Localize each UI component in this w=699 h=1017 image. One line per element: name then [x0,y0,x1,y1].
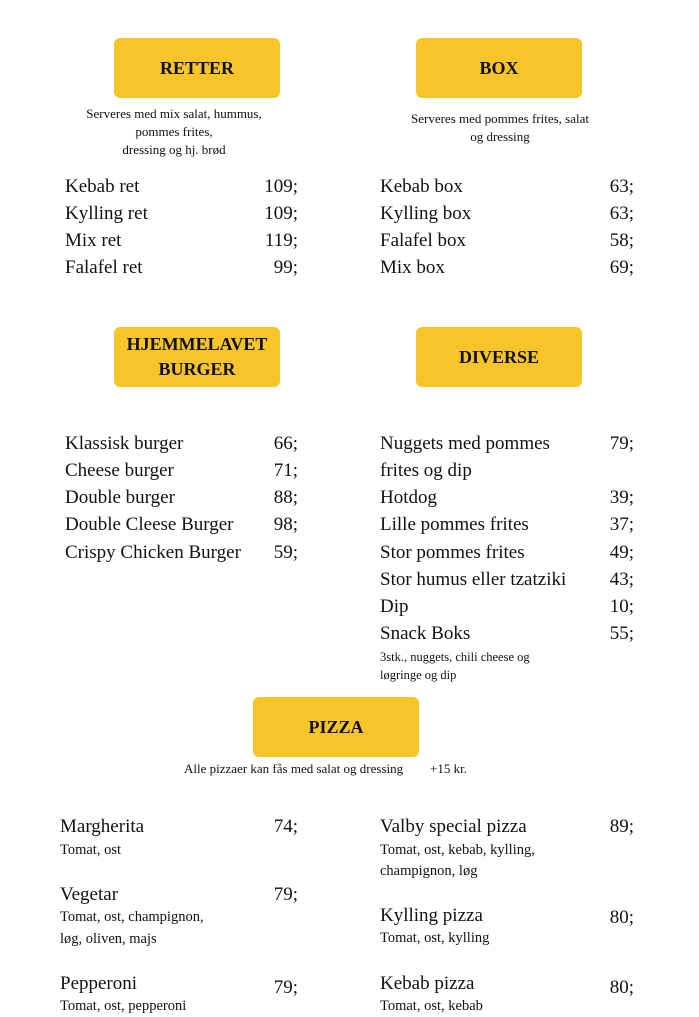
menu-item-price: 59; [273,542,298,563]
menu-item-name: Kebab box [380,176,463,197]
pizza-note-extra: +15 kr. [430,761,467,776]
menu-item-price: 39; [609,487,634,508]
retter-note [64,105,284,159]
box-note [386,110,614,146]
menu-item-name: Klassisk burger [65,433,184,454]
menu-item-price: 98; [273,514,298,535]
section-header-diverse [416,327,582,387]
menu-item-price: 109; [264,176,298,197]
pizza-desc: Tomat, ost, kylling [380,930,490,946]
section-header-burger [114,327,280,387]
menu-item-price: 10; [609,596,634,617]
section-header-box [416,38,582,98]
pizza-price: 80; [609,977,634,998]
pizza-name: Margherita [60,816,145,837]
menu-item-name: Snack Boks [380,623,471,644]
pizza-price: 79; [273,884,298,905]
pizza-name: Pepperoni [60,973,138,994]
menu-item-name: Stor humus eller tzatziki [380,569,567,590]
box-note-line: og dressing [470,129,530,144]
menu-item-price: 71; [273,460,298,481]
pizza-name: Kebab pizza [380,973,475,994]
pizza-desc: løg, oliven, majs [60,931,157,947]
pizza-price: 89; [609,816,634,837]
menu-item-price: 109; [264,203,298,224]
menu-item-name: Mix box [380,257,445,278]
menu-item-name: Kebab ret [65,176,140,197]
menu-item-name: Lille pommes frites [380,514,529,535]
pizza-price: 80; [609,907,634,928]
menu-item-name: Nuggets med pommes [380,433,550,454]
retter-note-line: pommes frites, [135,124,213,139]
section-title-diverse: DIVERSE [458,346,540,367]
menu-item-desc: løgringe og dip [380,668,457,682]
menu-item-name: Cheese burger [65,460,174,481]
menu-item-price: 88; [273,487,298,508]
section-title-pizza: PIZZA [308,716,364,737]
menu-item-price: 43; [609,569,634,590]
pizza-desc: Tomat, ost, kebab [380,998,483,1014]
menu-item-price: 37; [609,514,634,535]
menu-item-name-cont: frites og dip [380,460,472,481]
pizza-desc: Tomat, ost, kebab, kylling, [380,842,535,858]
menu-item-price: 119; [264,230,298,251]
pizza-desc: Tomat, ost, champignon, [60,909,204,925]
menu-item-price: 55; [609,623,634,644]
pizza-name: Valby special pizza [380,816,527,837]
menu-item-name: Kylling ret [65,203,148,224]
menu-item-name: Crispy Chicken Burger [65,542,241,563]
retter-note-line: dressing og hj. brød [122,142,226,157]
section-title-burger-line: HJEMMELAVET [126,334,268,354]
menu-item-price: 66; [273,433,298,454]
pizza-name: Vegetar [60,884,119,905]
menu-item-name: Falafel box [380,230,467,251]
box-note-line: Serveres med pommes frites, salat [411,111,589,126]
section-title-burger-line: BURGER [158,359,236,379]
menu-item-name: Dip [380,596,409,617]
menu-item-name: Stor pommes frites [380,542,525,563]
retter-note-line: Serveres med mix salat, hummus, [86,106,262,121]
menu-item-price: 58; [609,230,634,251]
menu-item-name: Mix ret [65,230,122,251]
menu-item-desc: 3stk., nuggets, chili cheese og [380,650,530,664]
menu-item-price: 63; [609,203,634,224]
menu-item-name: Kylling box [380,203,472,224]
menu-item-price: 69; [609,257,634,278]
menu-item-price: 79; [609,433,634,454]
menu-item-price: 63; [609,176,634,197]
section-header-pizza [253,697,419,757]
menu-item-price: 99; [273,257,298,278]
pizza-name: Kylling pizza [380,905,483,926]
section-header-retter [114,38,280,98]
section-title-box: BOX [479,57,519,78]
pizza-note: Alle pizzaer kan fås med salat og dressing [184,761,404,776]
pizza-desc: Tomat, ost, pepperoni [60,998,187,1014]
pizza-price: 74; [273,816,298,837]
pizza-desc: champignon, løg [380,863,478,879]
pizza-desc: Tomat, ost [60,842,122,858]
menu-item-name: Hotdog [380,487,437,508]
menu-item-price: 49; [609,542,634,563]
menu-item-name: Falafel ret [65,257,143,278]
menu-item-name: Double burger [65,487,175,508]
section-title-retter: RETTER [159,57,235,78]
pizza-price: 79; [273,977,298,998]
menu-item-name: Double Cleese Burger [65,514,234,535]
